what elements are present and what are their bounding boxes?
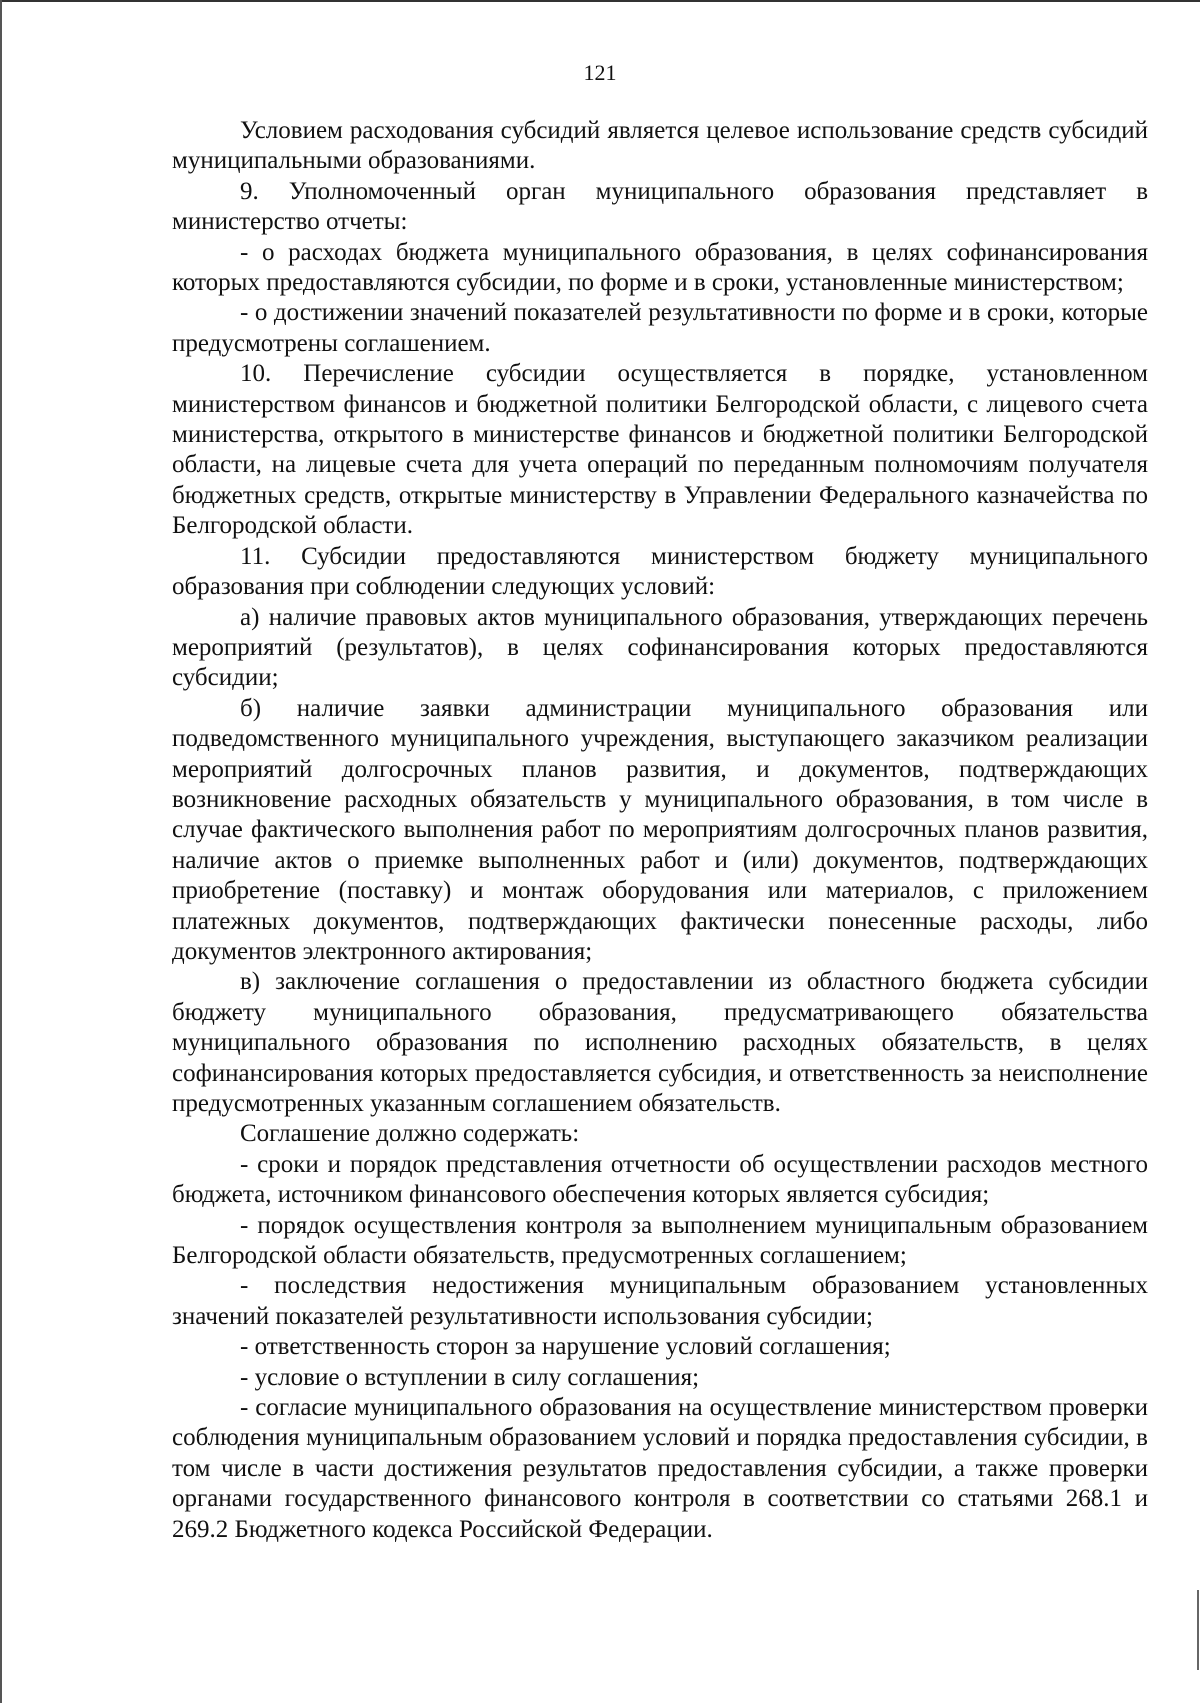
paragraph-condition-b: б) наличие заявки администрации муниципального образования или подведомственного муниципального учреждения, выступающего заказчиком реализации мероприятий долгосрочных планов развития, и документов, подтверждающих возникновение расходных обязательств у муниципального образования, в том числе в случае фактического выполнения работ по мероприятиям долгосрочных планов развития, наличие актов о приемке выполненных работ и (или) документов, подтверждающих приобретение (поставку) и монтаж оборудования или материалов, с приложением платежных документов, подтверждающих фактически понесенные расходы, либо документов электронного актирования; [172,694,1148,965]
paragraph-item-11: 11. Субсидии предоставляются министерством бюджету муниципального образования при соблюдении следующих условий: [172,542,1148,601]
paragraph-usage-condition: Условием расходования субсидий является целевое использование средств субсидий муниципальными образованиями. [172,117,1148,175]
paragraph-item-9: 9. Уполномоченный орган муниципального образования представляет в министерство отчеты: [172,177,1148,236]
paragraph-agreement-consequences: - последствия недостижения муниципальным образованием установленных значений показателей результативности использования субсидии; [172,1272,1148,1330]
paragraph-agreement-contents: Соглашение должно содержать: [240,1120,580,1148]
paragraph-condition-v: в) заключение соглашения о предоставлении из областного бюджета субсидии бюджету муниципального образования, предусматривающего обязательства муниципального образования по исполнению расходных обязательств, в целях софинансирования которых предоставляется субсидия, и ответственность за неисполнение предусмотренных указанным соглашением обязательств. [172,968,1148,1117]
paragraph-agreement-control: - порядок осуществления контроля за выполнением муниципальным образованием Белгородской области обязательств, предусмотренных соглашением; [172,1211,1148,1270]
document-body [172,116,1148,1545]
paragraph-agreement-effect: - условие о вступлении в силу соглашения; [240,1363,700,1391]
scan-left-edge [0,0,2,1703]
paragraph-item-10: 10. Перечисление субсидии осуществляется в порядке, установленном министерством финансов и бюджетной политики Белгородской области, с лицевого счета министерства, открытого в министерстве финансов и бюджетной политики Белгородской области, на лицевые счета для учета операций по переданным полномочиям получателя бюджетных средств, открытые министерству в Управлении Федерального казначейства по Белгородской области. [172,360,1148,540]
paragraph-report-expenses: - о расходах бюджета муниципального образования, в целях софинансирования которых предоставляются субсидии, по форме и в сроки, установленные министерством; [172,238,1148,297]
paragraph-agreement-reporting: - сроки и порядок представления отчетности об осуществлении расходов местного бюджета, источником финансового обеспечения которых является субсидия; [172,1150,1148,1209]
paragraph-report-indicators: - о достижении значений показателей результативности по форме и в сроки, которые предусмотрены соглашением. [172,299,1148,357]
scan-top-edge [0,0,1200,2]
paragraph-condition-a: а) наличие правовых актов муниципального образования, утверждающих перечень мероприятий (результатов), в целях софинансирования которых предоставляются субсидии; [172,603,1148,692]
scan-right-edge-mark [1197,1590,1199,1670]
paragraph-agreement-responsibility: - ответственность сторон за нарушение условий соглашения; [240,1333,891,1361]
page-number: 121 [583,60,617,85]
paragraph-agreement-consent: - согласие муниципального образования на осуществление министерством проверки соблюдения муниципальным образованием условий и порядка предоставления субсидии, в том числе в части достижения результатов предоставления субсидии, а также проверки органами государственного финансового контроля в соответствии со статьями 268.1 и 269.2 Бюджетного кодекса Российской Федерации. [172,1394,1148,1543]
